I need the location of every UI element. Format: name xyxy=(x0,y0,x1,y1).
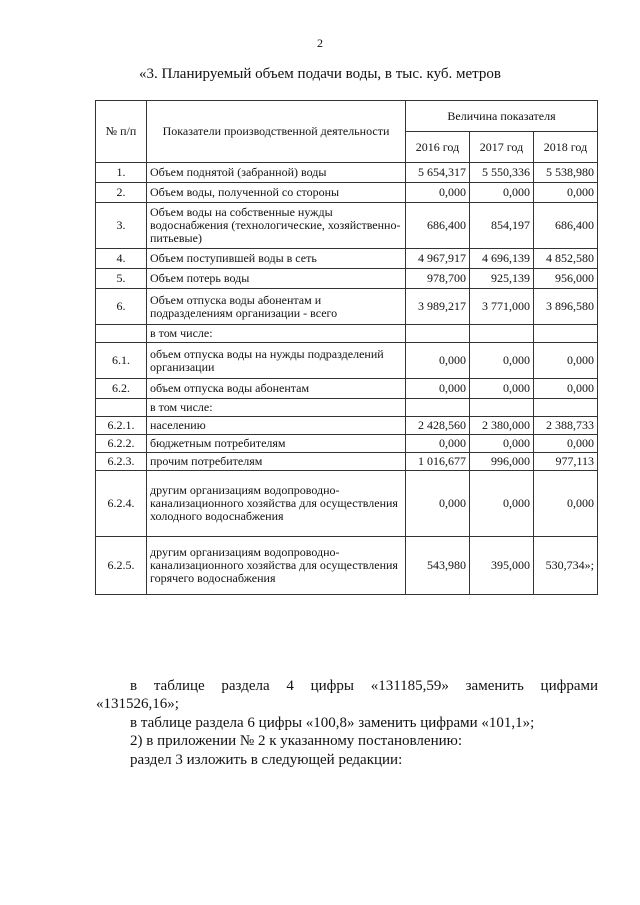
row-value-2017: 5 550,336 xyxy=(470,163,534,183)
table-title: «3. Планируемый объем подачи воды, в тыс. куб. метров xyxy=(138,66,502,82)
paragraph-1-cont: «131526,16»; xyxy=(96,696,179,712)
row-number: 1. xyxy=(96,163,147,183)
row-indicator: другим организациям водопроводно-канализационного хозяйства для осуществления холодного водоснабжения xyxy=(147,471,406,537)
paragraph-3: 2) в приложении № 2 к указанному постановлению: xyxy=(130,733,462,749)
paragraph-2: в таблице раздела 6 цифры «100,8» заменить цифрами «101,1»; xyxy=(130,715,535,731)
row-value-2017: 996,000 xyxy=(470,453,534,471)
header-year-2018: 2018 год xyxy=(534,132,598,163)
row-value-2018: 0,000 xyxy=(534,183,598,203)
row-indicator: в том числе: xyxy=(147,399,406,417)
row-number: 6.1. xyxy=(96,343,147,379)
table-row xyxy=(96,343,598,379)
table-row xyxy=(96,417,598,435)
header-indicator: Показатели производственной деятельности xyxy=(147,101,406,163)
row-value-2018: 0,000 xyxy=(534,343,598,379)
row-indicator: Объем поступившей воды в сеть xyxy=(147,249,406,269)
row-value-2016: 5 654,317 xyxy=(406,163,470,183)
table-row xyxy=(96,399,598,417)
header-year-2017: 2017 год xyxy=(470,132,534,163)
row-value-2018: 0,000 xyxy=(534,435,598,453)
row-indicator: Объем поднятой (забранной) воды xyxy=(147,163,406,183)
row-value-2017: 0,000 xyxy=(470,435,534,453)
row-value-2018: 977,113 xyxy=(534,453,598,471)
paragraph-1: в таблице раздела 4 цифры «131185,59» заменить цифрами xyxy=(130,678,598,694)
row-value-2016: 978,700 xyxy=(406,269,470,289)
row-number: 6.2.1. xyxy=(96,417,147,435)
row-indicator: объем отпуска воды на нужды подразделений организации xyxy=(147,343,406,379)
row-value-2018: 2 388,733 xyxy=(534,417,598,435)
row-value-2018: 3 896,580 xyxy=(534,289,598,325)
row-number: 6.2.2. xyxy=(96,435,147,453)
row-indicator: в том числе: xyxy=(147,325,406,343)
table-row xyxy=(96,289,598,325)
row-number: 2. xyxy=(96,183,147,203)
row-number: 6.2.5. xyxy=(96,537,147,595)
row-value-2018: 0,000 xyxy=(534,379,598,399)
row-value-2016 xyxy=(406,399,470,417)
row-value-2018: 686,400 xyxy=(534,203,598,249)
row-number: 6.2. xyxy=(96,379,147,399)
row-number: 4. xyxy=(96,249,147,269)
row-indicator: Объем потерь воды xyxy=(147,269,406,289)
row-indicator: прочим потребителям xyxy=(147,453,406,471)
row-value-2016: 3 989,217 xyxy=(406,289,470,325)
row-indicator: другим организациям водопроводно-канализационного хозяйства для осуществления горячего водоснабжения xyxy=(147,537,406,595)
row-value-2016: 0,000 xyxy=(406,343,470,379)
page-number: 2 xyxy=(317,36,323,50)
table-row xyxy=(96,163,598,183)
row-value-2018: 5 538,980 xyxy=(534,163,598,183)
row-value-2017: 854,197 xyxy=(470,203,534,249)
row-value-2016: 4 967,917 xyxy=(406,249,470,269)
row-number: 6. xyxy=(96,289,147,325)
row-value-2017: 0,000 xyxy=(470,471,534,537)
row-number xyxy=(96,399,147,417)
row-indicator: Объем воды на собственные нужды водоснабжения (технологические, хозяйственно-питьевые) xyxy=(147,203,406,249)
table-row xyxy=(96,249,598,269)
row-value-2017 xyxy=(470,325,534,343)
row-value-2016: 686,400 xyxy=(406,203,470,249)
row-value-2017 xyxy=(470,399,534,417)
row-value-2017: 925,139 xyxy=(470,269,534,289)
row-value-2018: 4 852,580 xyxy=(534,249,598,269)
row-value-2017: 4 696,139 xyxy=(470,249,534,269)
row-value-2017: 0,000 xyxy=(470,379,534,399)
row-value-2017: 2 380,000 xyxy=(470,417,534,435)
table-row xyxy=(96,269,598,289)
row-value-2016: 1 016,677 xyxy=(406,453,470,471)
row-value-2018 xyxy=(534,399,598,417)
row-number: 3. xyxy=(96,203,147,249)
header-value-group: Величина показателя xyxy=(406,101,598,132)
row-indicator: населению xyxy=(147,417,406,435)
water-supply-table xyxy=(95,100,598,595)
row-number xyxy=(96,325,147,343)
paragraph-4: раздел 3 изложить в следующей редакции: xyxy=(130,752,403,768)
row-value-2018: 0,000 xyxy=(534,471,598,537)
row-value-2017: 0,000 xyxy=(470,183,534,203)
row-value-2016: 0,000 xyxy=(406,471,470,537)
row-value-2018: 530,734»; xyxy=(534,537,598,595)
table-row xyxy=(96,325,598,343)
table-row xyxy=(96,435,598,453)
table-row xyxy=(96,471,598,537)
table-row xyxy=(96,183,598,203)
row-number: 5. xyxy=(96,269,147,289)
row-value-2016: 0,000 xyxy=(406,379,470,399)
row-value-2016: 0,000 xyxy=(406,435,470,453)
row-value-2018 xyxy=(534,325,598,343)
table-row xyxy=(96,379,598,399)
table-row xyxy=(96,537,598,595)
row-value-2017: 0,000 xyxy=(470,343,534,379)
row-value-2016: 0,000 xyxy=(406,183,470,203)
row-value-2017: 3 771,000 xyxy=(470,289,534,325)
row-value-2018: 956,000 xyxy=(534,269,598,289)
row-indicator: Объем воды, полученной со стороны xyxy=(147,183,406,203)
row-number: 6.2.4. xyxy=(96,471,147,537)
table-row xyxy=(96,453,598,471)
row-indicator: бюджетным потребителям xyxy=(147,435,406,453)
row-number: 6.2.3. xyxy=(96,453,147,471)
header-num: № п/п xyxy=(96,101,147,163)
table-row xyxy=(96,203,598,249)
header-year-2016: 2016 год xyxy=(406,132,470,163)
row-value-2016 xyxy=(406,325,470,343)
row-value-2017: 395,000 xyxy=(470,537,534,595)
row-indicator: объем отпуска воды абонентам xyxy=(147,379,406,399)
row-value-2016: 543,980 xyxy=(406,537,470,595)
row-value-2016: 2 428,560 xyxy=(406,417,470,435)
row-indicator: Объем отпуска воды абонентам и подразделениям организации - всего xyxy=(147,289,406,325)
